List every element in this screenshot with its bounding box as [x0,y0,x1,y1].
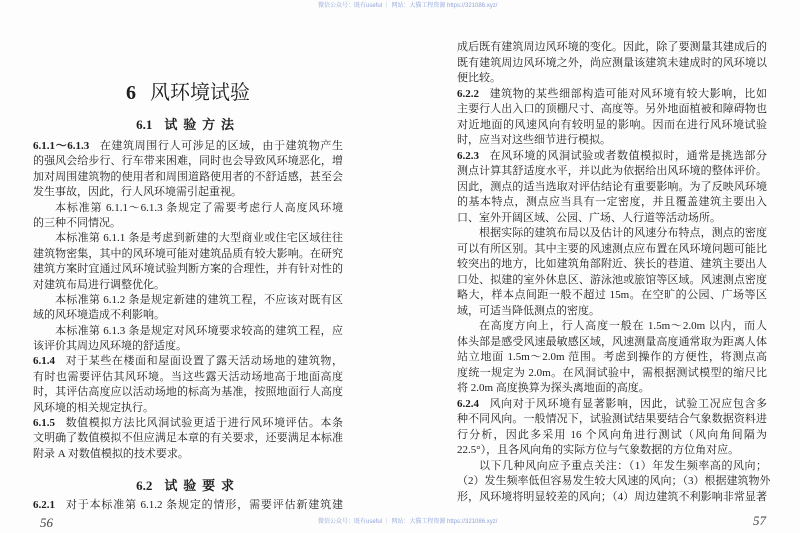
text-line [457,304,767,320]
section-title: 试验要求 [164,478,240,493]
line-text: 既有建筑周边风环境之外，尚应测量该建筑未建成时的风环境以 [457,56,767,69]
line-text: 建筑物的某些细部构造可能对风环境有较大影响，比如 [489,87,767,100]
line-text: 本标准第 6.1.3 条是规定对风环境要求较高的建筑工程，应 [55,324,343,337]
text-line [33,385,343,400]
clause-number: 6.2.3 [457,149,479,162]
text-line [33,401,343,416]
text-line [457,195,767,211]
line-text: 度统一规定为 2.0m。在风洞试验中，需根据测试模型的缩尺比 [457,366,767,379]
right-body-text [457,40,771,505]
text-line [457,257,767,273]
line-text: 较突出的地方，比如建筑角部附近、狭长的巷道、建筑主要出人 [457,258,767,270]
line-text: 略大，样本点间距一般不超过 15m。在空旷的公园、广场等区 [457,289,767,301]
text-line [457,71,767,87]
text-line [33,278,343,293]
page-number: 57 [753,513,766,528]
line-text: 域的风环境造成不利影响。 [33,309,165,322]
line-text: 对于某些在楼面和屋面设置了露天活动场地的建筑物， [65,355,343,368]
text-line [457,335,767,351]
text-line [33,139,343,154]
text-line [457,350,767,366]
text-line [457,242,767,258]
text-line [33,201,343,216]
text-line [457,180,767,196]
text-line [457,319,767,335]
clause-number: 6.1.4 [33,355,55,368]
text-line [33,308,343,323]
text-line [457,366,767,382]
line-text: 行分析，因此多采用 16 个风向角进行测试（风向角间隔为 [457,428,767,441]
line-text: 对近地面的风速风向有较明显的影响。因而在进行风环境试验 [457,118,767,131]
line-text: 对建筑布局进行调整优化。 [33,278,165,291]
text-line [33,431,343,446]
left-body-text [33,139,343,462]
section-number: 6.2 [136,478,153,493]
line-text: 本标准第 6.1.1～6.1.3 条规定了需要考虑行人高度风环境 [55,201,343,214]
line-text: （2）发生频率低但容易发生较大风速的风向；（3）根据建筑物外 [457,475,771,487]
text-line [457,226,767,242]
line-text: 将 2.0m 高度换算为探头离地面的高度。 [457,382,650,394]
line-text: 附录 A 对数值模拟的技术要求。 [33,447,189,460]
line-text: 本标准第 6.1.1 条是考虑到新建的大型商业或住宅区域往往 [55,232,343,245]
text-line [33,154,343,169]
section-title: 试验方法 [164,117,240,132]
text-line [457,102,767,118]
clause-number: 6.1.1～6.1.3 [33,140,90,152]
text-line [33,293,343,308]
line-text: 在高度方向上，行人高度一般在 1.5m～2.0m 以内，而人 [479,320,767,332]
line-text: 可以有所区别。其中主要的风速测点应布置在风环境问题可能比 [457,242,767,255]
line-text: 在建筑周围行人可涉足的区域，由于建筑物产生 [99,140,343,152]
text-line [457,56,767,72]
text-line [33,416,343,431]
line-text: 域，可适当降低测点的密度。 [457,304,600,317]
text-line [457,428,767,444]
line-text: 的基本特点，测点应当具有一定密度，并且覆盖建筑主要出入 [457,196,767,208]
line-text: 建筑方案时宜通过风环境试验判断方案的合理性，并有针对性的 [33,263,343,276]
line-text: 文明确了数值模拟不但应满足本章的有关要求，还要满足本标准 [33,432,343,445]
line-text: 形，风环境将明显较差的风向；（4）周边建筑不利影响非常显著 [457,490,767,503]
line-text: 因此，测点的适当选取对评估结论有重要影响。为了反映风环境 [457,180,767,193]
line-text: 的强风会给步行、行车带来困难，同时也会导致风环境恶化，增 [33,155,343,168]
text-line [33,262,343,277]
text-line [33,324,343,339]
line-text: 本标准第 6.1.2 条是规定新建的建筑工程，不应该对既有区 [55,293,343,306]
section-heading-6-2 [33,478,343,494]
text-line [33,185,343,200]
text-line [457,164,767,180]
page-number: 56 [40,515,53,530]
line-text: 风环境的相关规定执行。 [33,401,154,414]
text-line [33,498,343,513]
text-line [33,370,343,385]
clause-number: 6.2.1 [33,499,55,511]
text-line [457,40,767,56]
line-text: 根据实际的建筑布局以及估计的风速分布特点，测点的密度 [479,227,767,239]
clause-number: 6.2.4 [457,397,479,410]
line-text: 风向对于风环境有显著影响，因此，试验工况应包含多 [489,397,767,410]
text-line [457,412,767,428]
text-line [457,397,767,413]
text-line [457,459,767,475]
text-line [33,339,343,354]
text-line [33,231,343,246]
text-line [457,288,767,304]
line-text: 站立地面 1.5m～2.0m 范围。考虑到操作的方便性，将测点高 [457,351,767,363]
chapter-title-text: 风环境试验 [150,82,250,104]
line-text: 口处、拟建的室外休息区、游泳池或旅馆等区域。风速测点密度 [457,273,767,286]
line-text: 时，应当对这些细节进行模拟。 [457,134,611,146]
line-text: 22.5°），且各风向角的实际方位与气象数据的方位角对应。 [457,444,740,456]
text-line [33,216,343,231]
text-line [457,474,771,490]
clause-number: 6.1.5 [33,417,55,430]
line-text: 成后既有建筑周边风环境的变化。因此，除了要测量其建成后的 [457,41,767,53]
text-line [457,490,767,506]
watermark-bottom: 微信公众号：既有useful ｜ 网站：大猫工程资源 https://321086.xyz/ [318,519,498,525]
chapter-title [33,81,343,105]
text-line [457,118,767,134]
line-text: 以下几种风向应予重点关注：（1）年发生频率高的风向； [479,459,767,472]
line-text: 种不同风向。一般情况下，试验测试结果要结合气象数据资料进 [457,413,767,425]
line-text: 数值模拟方法比风洞试验更适于进行风环境评估。本条 [65,417,343,430]
clause-number: 6.2.2 [457,87,479,100]
chapter-number: 6 [126,82,136,104]
text-line [33,247,343,262]
line-text: 的三种不同情况。 [33,216,121,229]
line-text: 主要行人出入口的顶棚尺寸、高度等。另外地面植被和障碍物也 [457,103,767,115]
text-line [33,354,343,369]
line-text: 在风环境的风洞试验或者数值模拟时，通常是挑选部分 [489,149,767,162]
text-line [457,87,767,103]
text-line [457,133,767,149]
line-text: 时，其评估高度应以活动场地的标高为基准，按照地面行人高度 [33,386,343,399]
line-text: 有时也需要评估其风环境。当这些露天活动场地高于地面高度 [33,370,343,383]
right-page [400,0,800,533]
text-line [33,170,343,185]
text-line [457,273,767,289]
text-line [457,149,767,165]
line-text: 该评价其周边风环境的舒适度。 [33,340,187,353]
text-line [457,443,767,459]
line-text: 体头部是感受风速最敏感区域，风速测量高度通常取为距离人体 [457,335,767,348]
line-text: 测点计算其舒适度水平，并以此为依据给出风环境的整体评价。 [457,165,767,177]
watermark-top: 微信公众号：既有useful ｜ 网站：大猫工程资源 https://321086.xyz/ [318,3,498,9]
line-text: 加对周围建筑物的使用者和周围道路使用者的不舒适感，甚至会 [33,170,343,183]
section-heading-6-1 [33,117,343,133]
text-line [457,211,767,227]
left-body-text-continued [33,498,343,513]
line-text: 对于本标准第 6.1.2 条规定的情形，需要评估新建筑建 [65,499,343,511]
text-line [457,381,767,397]
line-text: 口、室外开阔区域、公园、广场、人行道等活动场所。 [457,211,721,224]
line-text: 便比较。 [457,72,501,84]
line-text: 发生事故，因此，行人风环境需引起重视。 [33,186,242,199]
line-text: 建筑物密集，其中的风环境可能对建筑品质有较大影响。在研究 [33,247,343,260]
text-line [33,447,343,462]
section-number: 6.1 [136,117,153,132]
